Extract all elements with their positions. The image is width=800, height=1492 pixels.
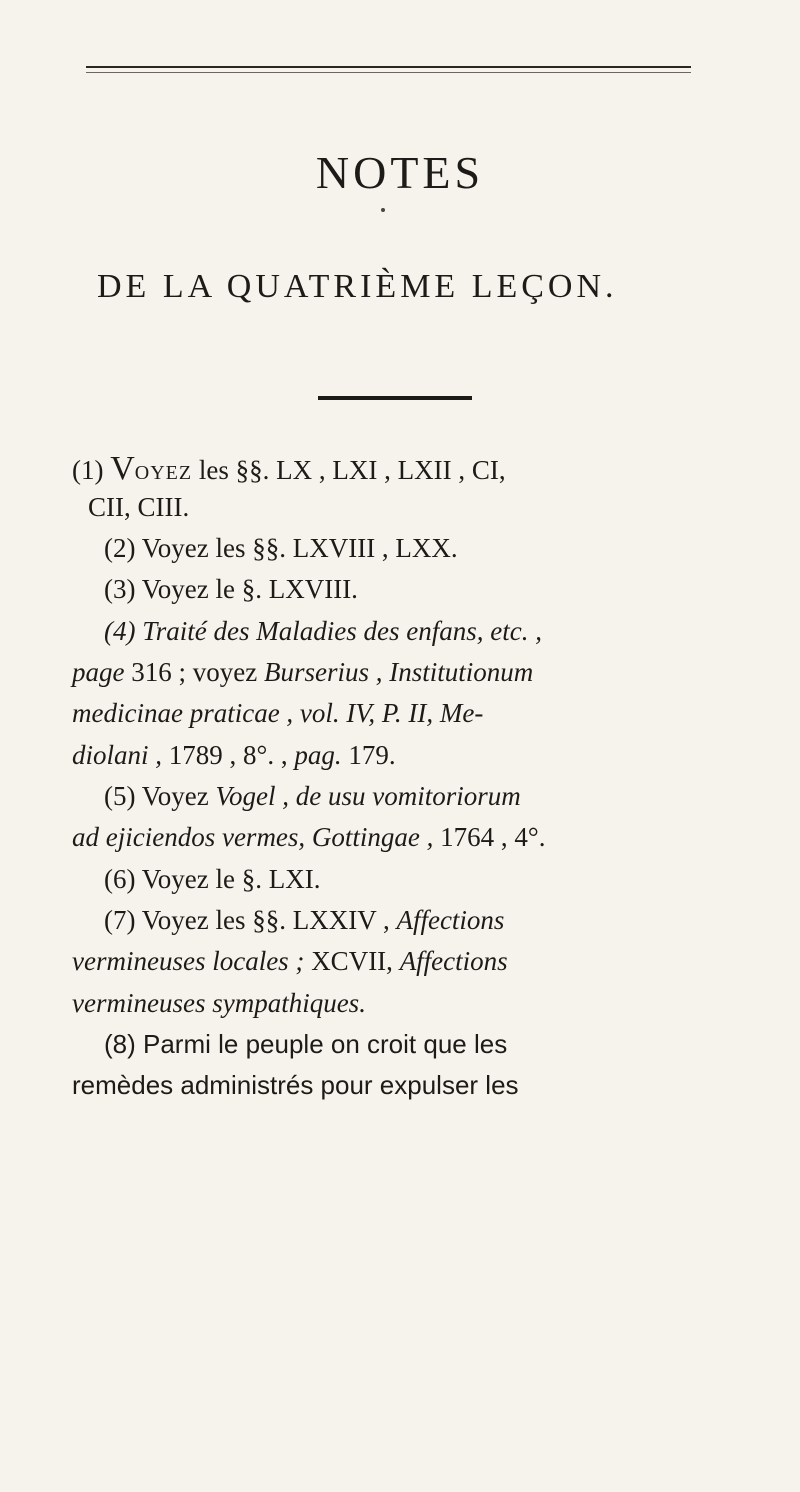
note-7-line-3: vermineuses sympathiques. (72, 988, 366, 1018)
note-4-line-4 (72, 742, 752, 769)
note-number: (4) (104, 616, 136, 646)
note-text: (5) Voyez (104, 781, 209, 811)
note-7-line-1 (104, 907, 784, 934)
note-text-italic: Traité des Maladies des enfans (142, 616, 477, 646)
note-2: (2) Voyez les §§. LXVIII , LXX. (104, 533, 458, 563)
note-text-italic: pag. (294, 740, 342, 770)
note-text-italic: Affections (399, 946, 508, 976)
note-text: XCVII, (311, 946, 393, 976)
note-number: (1) (72, 455, 104, 485)
note-5-line-2 (72, 824, 752, 851)
note-8-line-2: remèdes administrés pour expulser les (72, 1070, 519, 1100)
header-rule (86, 66, 691, 68)
note-1-line-2: CII, CIII. (88, 492, 190, 522)
note-text-italic: Affections (396, 905, 505, 935)
drop-letter: V (110, 450, 135, 487)
note-1-line-1 (72, 452, 752, 486)
note-text: 1789 , 8°. , (168, 740, 288, 770)
header-rule-thin (86, 72, 691, 73)
page-title: NOTES (315, 147, 485, 198)
note-4-line-2 (72, 659, 752, 686)
note-text: 1764 , 4°. (440, 822, 546, 852)
note-text-italic: diolani , (72, 740, 163, 770)
note-7-line-2 (72, 948, 752, 975)
note-text: (7) Voyez les §§. LXXIV , (104, 905, 390, 935)
note-text-italic: ad ejiciendos vermes, Gottingae , (72, 822, 434, 852)
note-text: 179. (348, 740, 396, 770)
note-4-line-1 (104, 618, 784, 645)
note-6: (6) Voyez le §. LXI. (104, 864, 321, 894)
note-text-italic: vermineuses locales ; (72, 946, 305, 976)
note-text-italic: page (72, 657, 125, 687)
note-8-line-1: (8) Parmi le peuple on croit que les (104, 1029, 508, 1059)
note-text: 316 ; voyez (131, 657, 258, 687)
note-3: (3) Voyez le §. LXVIII. (104, 574, 358, 604)
small-caps-word: OYEZ (134, 462, 193, 484)
note-5-line-1 (104, 783, 784, 810)
page-subtitle: DE LA QUATRIÈME LEÇON. (97, 268, 618, 305)
note-text: , etc. , (476, 616, 542, 646)
ornament-dot (381, 208, 385, 212)
note-text-italic: Vogel , de usu vomitoriorum (215, 781, 521, 811)
note-4-line-3: medicinae praticae , vol. IV, P. II, Me- (72, 698, 484, 728)
note-text: les §§. LX , LXI , LXII , CI, (198, 455, 506, 485)
section-rule (318, 396, 472, 400)
note-text-italic: Burserius , Institutionum (263, 657, 534, 687)
